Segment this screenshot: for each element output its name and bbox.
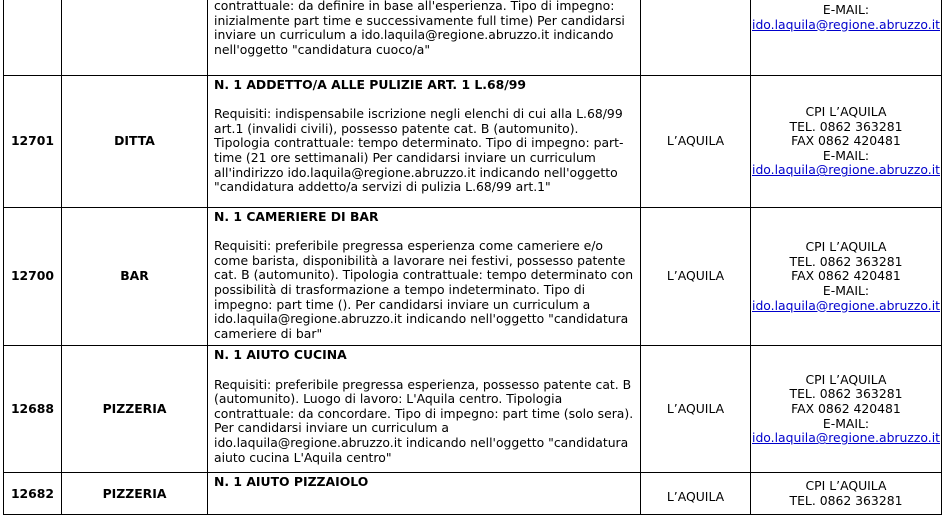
job-id-cell	[4, 0, 62, 76]
contact-office: CPI L’AQUILA	[805, 478, 887, 494]
contact-fax: FAX 0862 420481	[791, 401, 901, 417]
job-id-cell: 12688	[4, 346, 62, 473]
employer-cell	[62, 0, 208, 76]
job-description: Requisiti: indispensabile iscrizione negli elenchi di cui alla L.68/99 art.1 (invalidi civili), possesso patente cat. B (automunito). Tipologia contrattuale: tempo determinato. Tipo di impegno: part-time (21 ore settimanali) Per candidarsi inviare un curriculum all'indirizzo ido.laquila@regione.abruzzo.it indicando nell'oggetto "candidatura addetto/a servizi di pulizia L.68/99 art.1"	[214, 106, 624, 195]
description-cell	[208, 0, 641, 76]
job-title: N. 1 ADDETTO/A ALLE PULIZIE ART. 1 L.68/99	[214, 77, 526, 92]
job-title: N. 1 CAMERIERE DI BAR	[214, 209, 379, 224]
job-description: Requisiti: preferibile pregressa esperienza come cameriere e/o come barista, disponibilità a lavorare nei festivi, possesso patente cat. B (automunito). Tipologia contrattuale: tempo determinato con possibilità di trasformazione a tempo indeterminato. Tipo di impegno: part time (). Per candidarsi inviare un curriculum a ido.laquila@regione.abruzzo.it indicando nell'oggetto "candidatura cameriere di bar"	[214, 238, 634, 341]
contact-email-link[interactable]: ido.laquila@regione.abruzzo.it	[752, 162, 940, 178]
job-description: contrattuale: da definire in base all'esperienza. Tipo di impegno: inizialmente part time e successivamente full time) Per candidarsi inviare un curriculum a ido.laquila@regione.abruzzo.it indicando nell'oggetto "candidatura cuoco/a"	[214, 0, 625, 57]
location-cell: L’AQUILA	[641, 346, 751, 473]
employer-cell: PIZZERIA	[62, 346, 208, 473]
job-id-cell: 12700	[4, 208, 62, 346]
employer-cell: PIZZERIA	[62, 473, 208, 515]
location-cell: L’AQUILA	[641, 473, 751, 515]
contact-phone: TEL. 0862 363281	[789, 386, 903, 402]
contact-phone: TEL. 0862 363281	[789, 118, 903, 134]
job-description: Requisiti: preferibile pregressa esperienza, possesso patente cat. B (automunito). Luogo di lavoro: L'Aquila centro. Tipologia contrattuale: da concordare. Tipo di impegno: part time (solo sera). Per candidarsi inviare un curriculum a ido.laquila@regione.abruzzo.it indicando nell'oggetto "candidatura aiuto cucina L'Aquila centro"	[214, 376, 634, 465]
description-cell	[208, 473, 641, 515]
job-listings-table	[3, 0, 942, 515]
table-row	[4, 473, 942, 515]
job-title: N. 1 AIUTO CUCINA	[214, 347, 347, 363]
contact-office: CPI L’AQUILA	[805, 239, 887, 255]
table-row	[4, 208, 942, 346]
table-row	[4, 346, 942, 473]
job-id-cell: 12701	[4, 76, 62, 208]
contact-cell	[751, 208, 942, 346]
contact-phone: TEL. 0862 363281	[789, 492, 903, 508]
description-cell	[208, 208, 641, 346]
contact-office: CPI L’AQUILA	[805, 104, 887, 120]
contact-cell	[751, 0, 942, 76]
location-cell	[641, 0, 751, 76]
table-row	[4, 0, 942, 76]
contact-fax: FAX 0862 420481	[791, 133, 901, 149]
description-cell	[208, 346, 641, 473]
contact-email-label: E-MAIL:	[822, 2, 870, 17]
location-cell: L’AQUILA	[641, 208, 751, 346]
contact-email-link[interactable]: ido.laquila@regione.abruzzo.it	[752, 297, 940, 313]
employer-cell: DITTA	[62, 76, 208, 208]
description-cell	[208, 76, 641, 208]
contact-cell	[751, 473, 942, 515]
contact-email-link[interactable]: ido.laquila@regione.abruzzo.it	[752, 430, 940, 446]
contact-office: CPI L’AQUILA	[805, 371, 887, 387]
contact-fax: FAX 0862 420481	[791, 268, 901, 284]
contact-email-label: E-MAIL:	[822, 147, 870, 163]
job-title: N. 1 AIUTO PIZZAIOLO	[214, 474, 369, 490]
contact-email-label: E-MAIL:	[822, 415, 870, 431]
contact-email-link[interactable]: ido.laquila@regione.abruzzo.it	[752, 16, 940, 32]
contact-phone: TEL. 0862 363281	[789, 253, 903, 269]
table-row	[4, 76, 942, 208]
contact-cell	[751, 346, 942, 473]
contact-cell	[751, 76, 942, 208]
contact-email-label: E-MAIL:	[822, 282, 870, 298]
job-id-cell: 12682	[4, 473, 62, 515]
location-cell: L’AQUILA	[641, 76, 751, 208]
employer-cell: BAR	[62, 208, 208, 346]
